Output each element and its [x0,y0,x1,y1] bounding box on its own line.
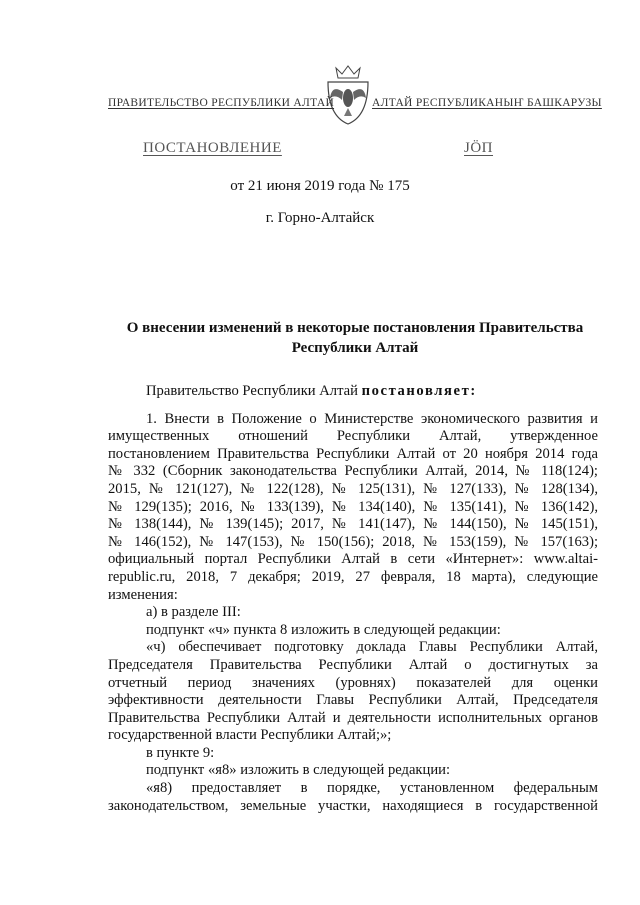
body-line: изменения: [108,586,178,603]
date-line: от 21 июня 2019 года № 175 [230,178,410,194]
body-line: 1. Внести в Положение о Министерстве экономического развития и [146,410,598,427]
body-line: законодательством, земельные участки, находящиеся в государственной [108,797,598,814]
org-name-russian: ПРАВИТЕЛЬСТВО РЕСПУБЛИКИ АЛТАЙ [108,97,335,109]
body-line: подпункт «ч» пункта 8 изложить в следующей редакции: [146,621,501,638]
preamble-text: Правительство Республики Алтай [146,383,358,399]
coat-of-arms-emblem [322,64,374,128]
body-line: Председателя Правительства Республики Алтай о достигнутых за [108,656,598,673]
body-line: «ч) обеспечивает подготовку доклада Главы Республики Алтай, [146,639,598,656]
body-line: 2015, № 121(127), № 122(128), № 125(131), № 127(133), № 128(134), [108,480,598,497]
body-line: в пункте 9: [146,744,215,761]
doc-type-altai: ЈÖП [464,140,494,156]
place-line: г. Горно-Алтайск [265,210,375,226]
doc-type-russian: ПОСТАНОВЛЕНИЕ [143,140,282,156]
document-title-line-2: Республики Алтай [291,340,419,356]
document-body [108,383,598,815]
body-line: «я8) предоставляет в порядке, установленном федеральным [146,780,598,797]
body-line: № 138(144), № 139(145); 2017, № 141(147), № 144(150), № 145(151), [108,516,598,533]
body-line: отчетный период значениях (уровнях) показателей для оценки [108,674,598,691]
body-line: Правительства Республики Алтай и деятельности исполнительных органов [108,709,598,726]
document-title-line-1: О внесении изменений в некоторые постановления Правительства [126,320,584,336]
body-line: эффективности деятельности Главы Республики Алтай, Председателя [108,692,598,709]
body-line: официальный портал Республики Алтай в сети «Интернет»: www.altai- [108,551,598,568]
org-name-altai: АЛТАЙ РЕСПУБЛИКАНЫҤ БАШКАРУЗЫ [372,97,602,109]
body-line: № 129(135); 2016, № 133(139), № 134(140), № 135(141), № 136(142), [108,498,598,515]
body-line: № 146(152), № 147(153), № 150(156); 2018, № 153(159), № 157(163); [108,533,598,550]
body-line: постановлением Правительства Республики Алтай от 20 ноября 2014 года [108,445,598,462]
body-line: № 332 (Сборник законодательства Республики Алтай, 2014, № 118(124); [108,463,598,480]
body-line: republic.ru, 2018, 7 декабря; 2019, 27 февраля, 18 марта), следующие [108,568,598,585]
preamble [108,383,598,401]
preamble-decree: постановляет: [361,383,477,399]
body-line: а) в разделе III: [146,604,241,621]
body-line: подпункт «я8» изложить в следующей редакции: [146,762,451,779]
body-line: государственной власти Республики Алтай;»; [108,727,392,744]
body-line: имущественных отношений Республики Алтай, утвержденное [108,428,598,445]
